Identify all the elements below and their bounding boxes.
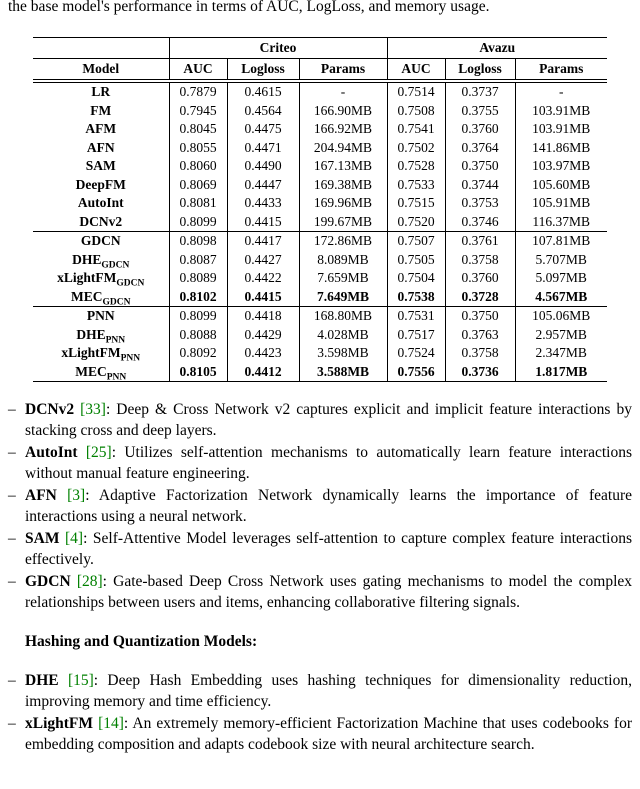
table-group-header-row [33,38,607,59]
table-row [33,157,607,176]
criteo-auc-value: 0.8045 [169,120,227,139]
citation-link[interactable]: [33] [80,401,106,418]
avazu-logloss-value: 0.3763 [445,326,515,345]
bullet-dash: – [8,444,16,461]
criteo-auc-value: 0.8099 [169,307,227,326]
model-name: xLightFM$_{PNN}$ [61,345,141,364]
definition-text: : An extremely memory-efficient Factorization Machine that uses codebooks for embedding composition and adapts codebook size with neural architecture search. [25,715,632,753]
avazu-auc-value: 0.7508 [387,102,445,121]
avazu-auc-value: 0.7507 [387,232,445,251]
avazu-params-value: 1.817MB [515,363,607,382]
model-name: $MEC_{GDCN}$ [33,288,169,307]
criteo-logloss-value: 0.4475 [227,120,299,139]
table-row [33,363,607,382]
criteo-logloss-value: 0.4415 [227,288,299,307]
criteo-auc-value: 0.8089 [169,269,227,288]
interaction-models-list [8,399,632,613]
column-header-criteo-params: Params [299,59,387,82]
criteo-auc-value: 0.8092 [169,344,227,363]
model-name: $DHE_{GDCN}$ [72,251,130,271]
bullet-dash: – [8,530,16,547]
bullet-dash: – [8,715,16,732]
model-name-subscript: PNN [105,335,126,346]
results-table [33,37,607,382]
citation-link[interactable]: [4] [64,530,84,547]
criteo-logloss-value: 0.4415 [227,213,299,232]
avazu-logloss-value: 0.3755 [445,102,515,121]
avazu-auc-value: 0.7538 [387,288,445,307]
criteo-params-value: 172.86MB [299,232,387,251]
model-name: GDCN [80,233,121,248]
table-row [33,81,607,102]
model-term: GDCN [25,573,71,590]
avazu-logloss-value: 0.3746 [445,213,515,232]
definition-item [8,713,632,755]
avazu-params-value: 5.097MB [515,269,607,288]
definition-text: : Deep & Cross Network v2 captures explicit and implicit feature interactions by stacking cross and deep layers. [25,401,632,439]
avazu-logloss-value: 0.3750 [445,307,515,326]
criteo-params-value: 169.38MB [299,176,387,195]
model-term: DCNv2 [25,401,75,418]
table-row [33,269,607,288]
avazu-params-value: 2.957MB [515,326,607,345]
criteo-logloss-value: 0.4412 [227,363,299,382]
model-name: $DHE_{PNN}$ [76,326,126,346]
model-term: AFN [25,487,57,504]
model-name: DeepFM [75,176,126,192]
table-row [33,176,607,195]
hashing-models-list [8,670,632,755]
table-row [33,232,607,251]
avazu-logloss-value: 0.3758 [445,251,515,270]
column-header-criteo-auc: AUC [169,59,227,82]
avazu-params-value: 103.97MB [515,157,607,176]
definition-item [8,571,632,613]
empty-header-cell [33,38,169,59]
avazu-params-value: 103.91MB [515,102,607,121]
model-name-subscript: PNN [120,353,141,364]
avazu-logloss-value: 0.3764 [445,139,515,158]
criteo-logloss-value: 0.4433 [227,194,299,213]
avazu-params-value: 141.86MB [515,139,607,158]
model-term: xLightFM [25,715,94,732]
criteo-auc-value: 0.8098 [169,232,227,251]
group-header-criteo: Criteo [169,38,387,59]
avazu-logloss-value: 0.3750 [445,157,515,176]
model-term: AutoInt [25,444,78,461]
definition-item [8,399,632,441]
avazu-logloss-value: 0.3758 [445,344,515,363]
criteo-params-value: 4.028MB [299,326,387,345]
avazu-params-value: 107.81MB [515,232,607,251]
bullet-dash: – [8,401,16,418]
criteo-logloss-value: 0.4490 [227,157,299,176]
criteo-params-value: 169.96MB [299,194,387,213]
avazu-auc-value: 0.7556 [387,363,445,382]
table-row [33,307,607,326]
avazu-auc-value: 0.7514 [387,81,445,102]
table-row [33,120,607,139]
criteo-logloss-value: 0.4564 [227,102,299,121]
model-name: SAM [85,158,116,173]
definition-item [8,670,632,712]
table-row [33,139,607,158]
avazu-params-value: 5.707MB [515,251,607,270]
avazu-auc-value: 0.7520 [387,213,445,232]
results-table-body [33,81,607,382]
model-term: DHE [25,672,59,689]
criteo-auc-value: 0.8099 [169,213,227,232]
avazu-auc-value: 0.7515 [387,194,445,213]
criteo-logloss-value: 0.4423 [227,344,299,363]
definition-text: : Utilizes self-attention mechanisms to automatically learn feature interactions without manual feature engineering. [25,444,633,482]
model-name: PNN [86,308,115,323]
model-name-subscript: PNN [106,372,127,383]
section-heading: Hashing and Quantization Models: [25,633,258,650]
definition-item [8,442,632,484]
table-row [33,344,607,363]
avazu-auc-value: 0.7517 [387,326,445,345]
table-row [33,102,607,121]
criteo-auc-value: 0.8105 [169,363,227,382]
avazu-auc-value: 0.7505 [387,251,445,270]
criteo-auc-value: 0.8060 [169,157,227,176]
model-name: DCNv2 [33,213,169,232]
avazu-params-value: 105.60MB [515,176,607,195]
bullet-dash: – [8,672,16,689]
criteo-params-value: 7.649MB [299,288,387,307]
criteo-params-value: 168.80MB [299,307,387,326]
criteo-params-value: 166.92MB [299,120,387,139]
avazu-params-value: 116.37MB [515,213,607,232]
avazu-logloss-value: 0.3761 [445,232,515,251]
avazu-logloss-value: 0.3760 [445,269,515,288]
model-term: SAM [25,530,60,547]
model-name: AFM [85,121,117,136]
criteo-auc-value: 0.7945 [169,102,227,121]
column-header-avazu-auc: AUC [387,59,445,82]
criteo-logloss-value: 0.4418 [227,307,299,326]
citation-link[interactable]: [3] [67,487,86,504]
avazu-params-value: 105.06MB [515,307,607,326]
avazu-logloss-value: 0.3728 [445,288,515,307]
criteo-auc-value: 0.8088 [169,326,227,345]
definition-text: : Gate-based Deep Cross Network uses gating mechanisms to model the complex relationships between users and items, enhancing collaborative filtering signals. [25,573,633,611]
table-row [33,288,607,307]
avazu-auc-value: 0.7541 [387,120,445,139]
criteo-logloss-value: 0.4422 [227,269,299,288]
definition-text: : Adaptive Factorization Network dynamically learns the importance of feature interactions using a neural network. [25,487,632,525]
bullet-dash: – [8,487,16,504]
criteo-logloss-value: 0.4615 [227,81,299,102]
avazu-logloss-value: 0.3736 [445,363,515,382]
criteo-logloss-value: 0.4429 [227,326,299,345]
intro-paragraph: the base model's performance in terms of AUC, LogLoss, and memory usage. [8,0,490,15]
model-name: $MEC_{PNN}$ [33,363,169,382]
model-name: FM [90,102,112,118]
citation-link[interactable]: [15] [67,672,94,689]
criteo-params-value: 3.598MB [299,344,387,363]
avazu-logloss-value: 0.3753 [445,194,515,213]
criteo-params-value: 3.588MB [299,363,387,382]
column-header-avazu-logloss: Logloss [445,59,515,82]
criteo-params-value: - [299,81,387,102]
criteo-auc-value: 0.8055 [169,139,227,158]
criteo-auc-value: 0.8087 [169,251,227,270]
model-name-subscript: GDCN [101,260,130,271]
citation-link[interactable]: [28] [76,573,103,590]
group-header-avazu: Avazu [387,38,607,59]
definition-item [8,485,632,527]
definition-text: : Self-Attentive Model leverages self-attention to capture complex feature interactions effectively. [25,530,632,568]
model-name-subscript: GDCN [116,278,145,289]
avazu-auc-value: 0.7528 [387,157,445,176]
model-name: AutoInt [77,195,124,210]
criteo-params-value: 7.659MB [299,269,387,288]
criteo-params-value: 166.90MB [299,102,387,121]
avazu-logloss-value: 0.3760 [445,120,515,139]
criteo-auc-value: 0.8069 [169,176,227,195]
table-row [33,251,607,270]
table-column-header-row [33,59,607,82]
model-name: AFN [86,139,115,155]
model-name-subscript: GDCN [102,297,131,308]
citation-link[interactable]: [14] [98,715,124,732]
model-name: LR [91,84,111,99]
table-row [33,213,607,232]
definition-text: : Deep Hash Embedding uses hashing techniques for dimensionality reduction, improving memory and time efficiency. [25,672,632,710]
avazu-params-value: 103.91MB [515,120,607,139]
avazu-auc-value: 0.7533 [387,176,445,195]
avazu-params-value: 105.91MB [515,194,607,213]
column-header-criteo-logloss: Logloss [227,59,299,82]
avazu-params-value: 2.347MB [515,344,607,363]
avazu-logloss-value: 0.3737 [445,81,515,102]
bullet-dash: – [8,573,16,590]
avazu-auc-value: 0.7524 [387,344,445,363]
avazu-logloss-value: 0.3744 [445,176,515,195]
criteo-logloss-value: 0.4427 [227,251,299,270]
criteo-logloss-value: 0.4447 [227,176,299,195]
avazu-auc-value: 0.7502 [387,139,445,158]
criteo-params-value: 204.94MB [299,139,387,158]
criteo-params-value: 199.67MB [299,213,387,232]
avazu-auc-value: 0.7504 [387,269,445,288]
avazu-params-value: 4.567MB [515,288,607,307]
table-row [33,194,607,213]
citation-link[interactable]: [25] [85,444,112,461]
criteo-auc-value: 0.8081 [169,194,227,213]
criteo-logloss-value: 0.4417 [227,232,299,251]
criteo-auc-value: 0.7879 [169,81,227,102]
avazu-auc-value: 0.7531 [387,307,445,326]
criteo-params-value: 167.13MB [299,157,387,176]
avazu-params-value: - [515,81,607,102]
criteo-logloss-value: 0.4471 [227,139,299,158]
model-name: xLightFM$_{GDCN}$ [57,270,145,289]
column-header-avazu-params: Params [515,59,607,82]
table-row [33,326,607,345]
criteo-params-value: 8.089MB [299,251,387,270]
definition-item [8,528,632,570]
column-header-model: Model [33,59,169,82]
criteo-auc-value: 0.8102 [169,288,227,307]
